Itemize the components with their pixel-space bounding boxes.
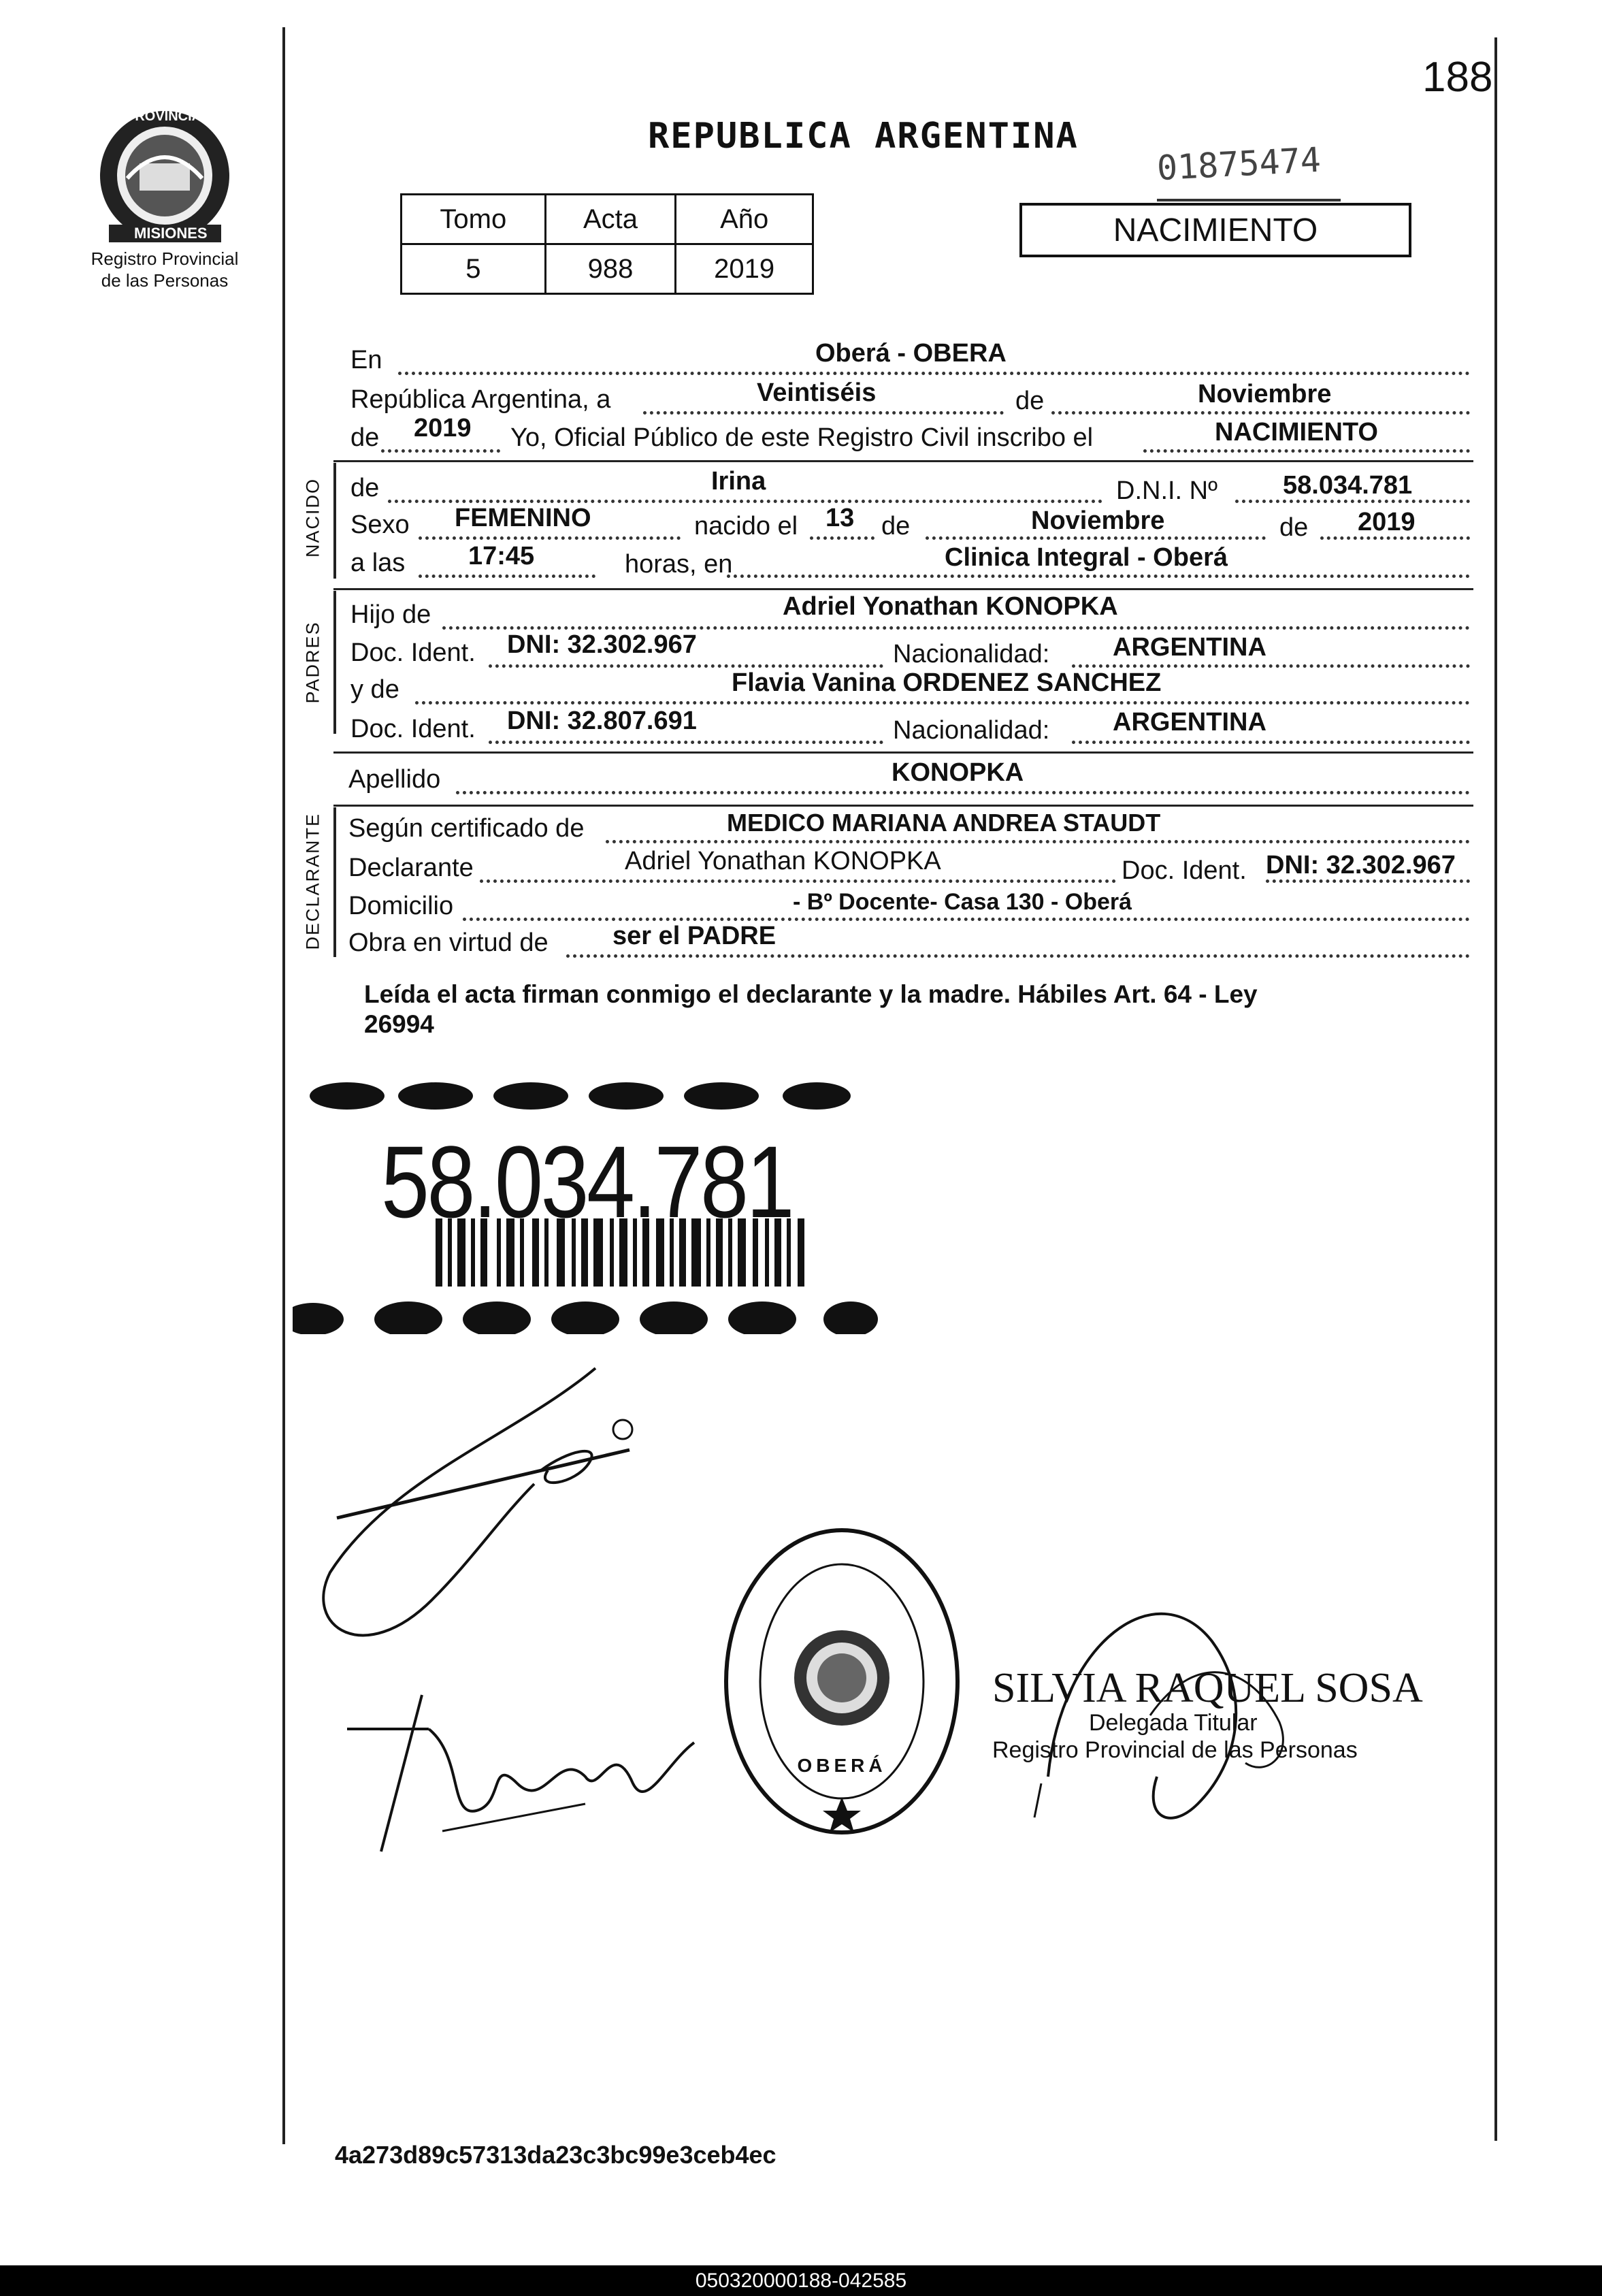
dotted-line [456,791,1470,794]
act-value: NACIMIENTO [1215,418,1378,447]
birth-time-value: 17:45 [468,542,535,570]
hijo-de-label: Hijo de [350,600,431,629]
province-logo [85,95,245,245]
day-value: Veintiséis [757,378,877,407]
anio-value: 2019 [676,244,813,294]
logo-caption-2: de las Personas [101,270,229,291]
official-seal [723,1525,961,1838]
obra-value: ser el PADRE [612,922,777,950]
separator [333,588,1473,590]
mother-name-value: Flavia Vanina ORDENEZ SANCHEZ [732,668,1162,697]
dotted-line [643,411,1004,415]
footer-bar [0,2265,1602,2296]
logo-caption-1: Registro Provincial [91,248,239,269]
serial-underline [1157,199,1341,201]
logo-bottom-text: MISIONES [134,225,208,242]
dni-sticker [293,1076,892,1334]
dotted-line [415,701,1470,705]
mother-doc-label: Doc. Ident. [350,715,476,743]
dni-label: D.N.I. Nº [1116,476,1217,505]
mother-signature [340,1681,708,1858]
officer-org: Registro Provincial de las Personas [992,1737,1358,1763]
type-box [1019,203,1411,257]
dotted-line [1072,664,1470,668]
dotted-line [381,449,500,453]
dotted-line [463,918,1470,921]
closing-text-2: 26994 [364,1010,434,1038]
de-name-label: de [350,474,380,502]
de-label: de [1015,387,1045,415]
acta-value: 988 [545,244,676,294]
father-name-value: Adriel Yonathan KONOPKA [783,592,1118,621]
y-de-label: y de [350,675,399,704]
dotted-line [480,879,1116,883]
dotted-line [810,536,874,540]
father-doc-value: DNI: 32.302.967 [507,630,697,659]
birth-day-value: 13 [825,504,855,532]
padres-label: PADRES [302,621,323,704]
child-name-value: Irina [711,467,766,496]
declarante-label: DECLARANTE [302,812,323,950]
father-doc-label: Doc. Ident. [350,638,476,667]
dotted-line [388,500,1102,503]
declarante-doc-value: DNI: 32.302.967 [1266,851,1456,879]
tomo-value: 5 [402,244,546,294]
apellido-value: KONOPKA [892,758,1024,787]
separator [333,460,1473,462]
nacido-label: NACIDO [302,478,323,558]
dotted-line [727,575,1470,578]
tomo-header: Tomo [402,195,546,244]
document-title: REPUBLICA ARGENTINA [648,116,1079,157]
declarante-signature [310,1355,664,1654]
yo-text: Yo, Oficial Público de este Registro Civil inscribo el [510,423,1094,452]
type-label: NACIMIENTO [1113,212,1318,248]
anio-header: Año [676,195,813,244]
dotted-line [419,575,595,578]
dotted-line [489,741,883,744]
section-bar [333,591,336,734]
closing-text-1: Leída el acta firman conmigo el declarante y la madre. Hábiles Art. 64 - Ley [364,980,1258,1008]
seal-bottom-text: OBERÁ [797,1755,887,1776]
apellido-label: Apellido [348,765,441,794]
sexo-value: FEMENINO [455,504,591,532]
de2-label: de [350,423,380,452]
sexo-label: Sexo [350,511,410,539]
dotted-line [1143,449,1470,453]
mother-nac-value: ARGENTINA [1113,708,1266,737]
officer-name: SILVIA RAQUEL SOSA [992,1665,1423,1711]
sticker-number: 58.034.781 [381,1125,793,1239]
month-value: Noviembre [1198,380,1332,408]
father-nac-value: ARGENTINA [1113,633,1266,662]
domicilio-label: Domicilio [348,892,454,920]
sticker-top-logos [310,1082,851,1110]
separator [333,805,1473,807]
en-label: En [350,346,382,374]
dotted-line [606,840,1470,843]
declarante-doc-label: Doc. Ident. [1122,856,1247,885]
record-table [400,193,814,295]
father-nac-label: Nacionalidad: [893,640,1050,668]
obra-label: Obra en virtud de [348,928,549,957]
certificado-label: Según certificado de [348,814,585,843]
dotted-line [1051,411,1470,415]
acta-header: Acta [545,195,676,244]
dotted-line [489,664,883,668]
birth-year-value: 2019 [1358,508,1416,536]
certificado-value: MEDICO MARIANA ANDREA STAUDT [727,809,1161,837]
document-hash: 4a273d89c57313da23c3bc99e3ceb4ec [335,2141,777,2169]
dotted-line [926,536,1266,540]
mother-nac-label: Nacionalidad: [893,716,1050,745]
logo-arc-text: PROVINCIA DE [126,109,224,124]
mother-doc-value: DNI: 32.807.691 [507,707,697,735]
left-margin-line [282,27,285,2144]
dotted-line [398,372,1470,375]
dotted-line [419,536,681,540]
birth-place-value: Clinica Integral - Oberá [945,543,1228,572]
officer-signature [1021,1559,1347,1845]
right-margin-line [1494,37,1497,2141]
dotted-line [566,954,1470,958]
a-las-label: a las [350,549,406,577]
separator [333,751,1473,754]
de-label-2: de [881,512,911,540]
year-value: 2019 [414,414,472,442]
section-bar [333,807,336,957]
page-number: 188 [1422,54,1493,101]
declarante-value: Adriel Yonathan KONOPKA [625,847,941,875]
officer-title: Delegada Titular [1089,1710,1258,1736]
footer-code: 050320000188-042585 [695,2269,907,2292]
dotted-line [1266,879,1470,883]
domicilio-value: - Bº Docente- Casa 130 - Oberá [793,889,1132,915]
horas-label: horas, en [625,550,733,579]
dotted-line [1072,741,1470,744]
nacido-el-label: nacido el [694,512,798,540]
serial-number: 01875474 [1156,140,1322,189]
dotted-line [442,626,1470,630]
declarante-field-label: Declarante [348,854,474,882]
section-bar [333,463,336,579]
sticker-bottom-logos [293,1301,878,1334]
de-label-3: de [1279,513,1309,542]
republica-label: República Argentina, a [350,385,611,414]
birth-month-value: Noviembre [1031,506,1165,535]
place-value: Oberá - OBERA [815,339,1007,368]
child-dni-value: 58.034.781 [1283,471,1413,500]
